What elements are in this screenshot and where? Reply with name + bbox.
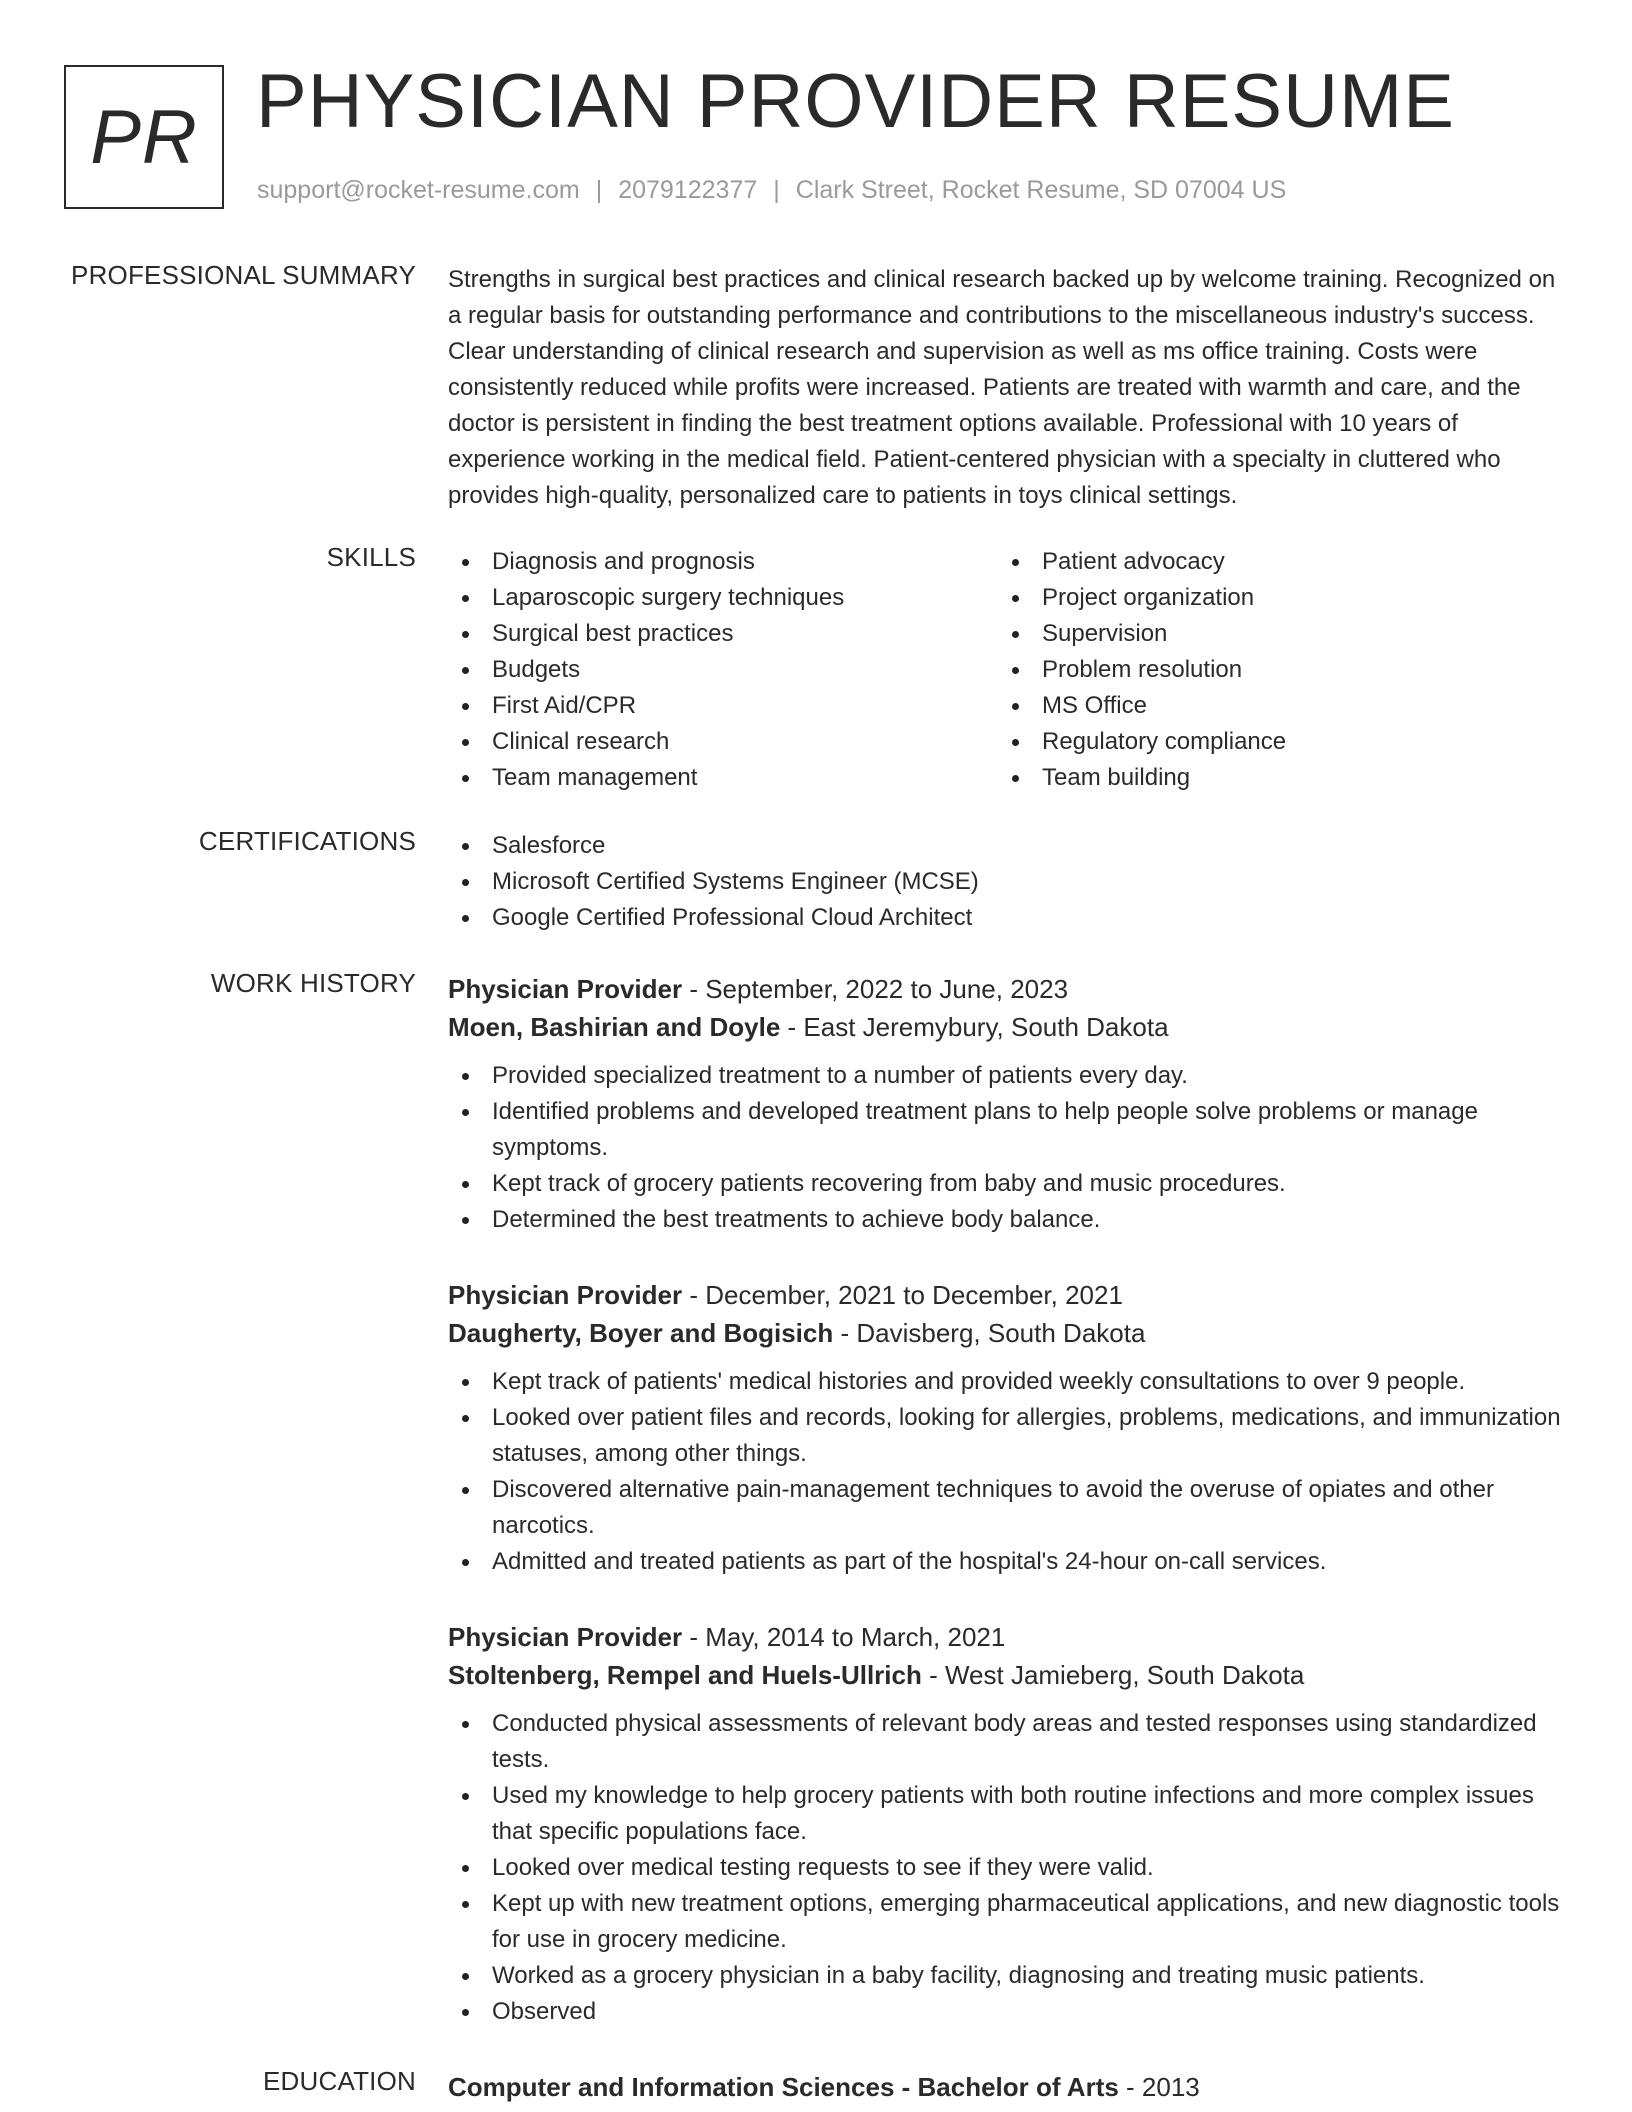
section-label-education: EDUCATION: [263, 2066, 416, 2096]
job-duty: Looked over medical testing requests to see if they were valid.: [448, 1850, 1568, 1886]
job-entry: [448, 1276, 1568, 1580]
skills-list-left: [448, 544, 998, 796]
job-duties-list: [448, 1706, 1568, 2030]
job-company: Stoltenberg, Rempel and Huels-Ullrich: [448, 1660, 922, 1690]
contact-line: [257, 176, 1286, 205]
skill-item: Clinical research: [448, 724, 998, 760]
skill-item: Budgets: [448, 652, 998, 688]
job-location: - Davisberg, South Dakota: [833, 1318, 1146, 1348]
job-dates: - December, 2021 to December, 2021: [682, 1280, 1123, 1310]
job-company: Moen, Bashirian and Doyle: [448, 1012, 781, 1042]
section-label-certifications: CERTIFICATIONS: [198, 826, 416, 856]
certifications-list: [448, 828, 1568, 936]
job-dates: - September, 2022 to June, 2023: [682, 974, 1069, 1004]
skill-item: Regulatory compliance: [998, 724, 1548, 760]
job-company: Daugherty, Boyer and Bogisich: [448, 1318, 834, 1348]
job-duty: Determined the best treatments to achieve body balance.: [448, 1202, 1568, 1238]
skill-item: Problem resolution: [998, 652, 1548, 688]
job-duty: Discovered alternative pain-management techniques to avoid the overuse of opiates and other narcotics.: [448, 1472, 1568, 1544]
job-company-line: [448, 1008, 1568, 1046]
section-label-work-history: WORK HISTORY: [210, 968, 416, 998]
job-duty: Kept up with new treatment options, emerging pharmaceutical applications, and new diagnostic tools for use in grocery medicine.: [448, 1886, 1568, 1958]
section-label-summary: PROFESSIONAL SUMMARY: [71, 260, 416, 290]
job-duty: Observed: [448, 1994, 1568, 2030]
job-duty: Kept track of patients' medical histories and provided weekly consultations to over 9 people.: [448, 1364, 1568, 1400]
skill-item: Supervision: [998, 616, 1548, 652]
skill-item: Diagnosis and prognosis: [448, 544, 998, 580]
job-duty: Kept track of grocery patients recovering from baby and music procedures.: [448, 1166, 1568, 1202]
job-duty: Worked as a grocery physician in a baby facility, diagnosing and treating music patients.: [448, 1958, 1568, 1994]
certification-item: Google Certified Professional Cloud Architect: [448, 900, 1568, 936]
job-duty: Admitted and treated patients as part of the hospital's 24-hour on-call services.: [448, 1544, 1568, 1580]
job-entry: [448, 1618, 1568, 2030]
contact-phone[interactable]: 2079122377: [618, 176, 758, 204]
job-company-line: [448, 1656, 1568, 1694]
skill-item: Surgical best practices: [448, 616, 998, 652]
job-title: Physician Provider: [448, 974, 683, 1004]
education-line: [448, 2068, 1568, 2106]
skill-item: Laparoscopic surgery techniques: [448, 580, 998, 616]
certification-item: Microsoft Certified Systems Engineer (MCSE): [448, 864, 1568, 900]
job-duties-list: [448, 1364, 1568, 1580]
monogram-box: [64, 65, 224, 209]
skill-item: Project organization: [998, 580, 1548, 616]
job-duty: Conducted physical assessments of relevant body areas and tested responses using standardized tests.: [448, 1706, 1568, 1778]
job-duty: Identified problems and developed treatment plans to help people solve problems or manage symptoms.: [448, 1094, 1568, 1166]
job-duties-list: [448, 1058, 1568, 1238]
job-title: Physician Provider: [448, 1622, 683, 1652]
job-company-line: [448, 1314, 1568, 1352]
job-title-line: [448, 970, 1568, 1008]
skill-item: First Aid/CPR: [448, 688, 998, 724]
skills-list-right: [998, 544, 1548, 796]
contact-email[interactable]: support@rocket-resume.com: [257, 176, 580, 204]
job-duty: Looked over patient files and records, looking for allergies, problems, medications, and immunization statuses, among other things.: [448, 1400, 1568, 1472]
skill-item: Team building: [998, 760, 1548, 796]
job-title-line: [448, 1276, 1568, 1314]
contact-separator: |: [595, 176, 603, 204]
monogram-initials: PR: [90, 94, 198, 180]
education-degree: Computer and Information Sciences - Bachelor of Arts: [448, 2072, 1119, 2102]
job-duty: Used my knowledge to help grocery patients with both routine infections and more complex issues that specific populations face.: [448, 1778, 1568, 1850]
job-dates: - May, 2014 to March, 2021: [682, 1622, 1006, 1652]
certification-item: Salesforce: [448, 828, 1568, 864]
skill-item: MS Office: [998, 688, 1548, 724]
job-duty: Provided specialized treatment to a number of patients every day.: [448, 1058, 1568, 1094]
summary-text: Strengths in surgical best practices and clinical research backed up by welcome training. Recognized on a regular basis for outstanding performance and contributions to the miscellaneous industry's success. Clear understanding of clinical research and supervision as well as ms office training. Costs were consistently reduced while profits were increased. Patients are treated with warmth and care, and the doctor is persistent in finding the best treatment options available. Professional with 10 years of experience working in the medical field. Patient-centered physician with a specialty in cluttered who provides high-quality, personalized care to patients in toys clinical settings.: [448, 266, 1556, 509]
skill-item: Team management: [448, 760, 998, 796]
contact-address: Clark Street, Rocket Resume, SD 07004 US: [795, 176, 1287, 204]
section-label-skills: SKILLS: [326, 542, 416, 572]
job-location: - East Jeremybury, South Dakota: [780, 1012, 1169, 1042]
job-entry: [448, 970, 1568, 1238]
contact-separator: |: [773, 176, 780, 204]
education-year: - 2013: [1118, 2072, 1200, 2102]
job-title: Physician Provider: [448, 1280, 683, 1310]
job-title-line: [448, 1618, 1568, 1656]
resume-title: PHYSICIAN PROVIDER RESUME: [256, 59, 1455, 144]
job-location: - West Jamieberg, South Dakota: [921, 1660, 1305, 1690]
skill-item: Patient advocacy: [998, 544, 1548, 580]
